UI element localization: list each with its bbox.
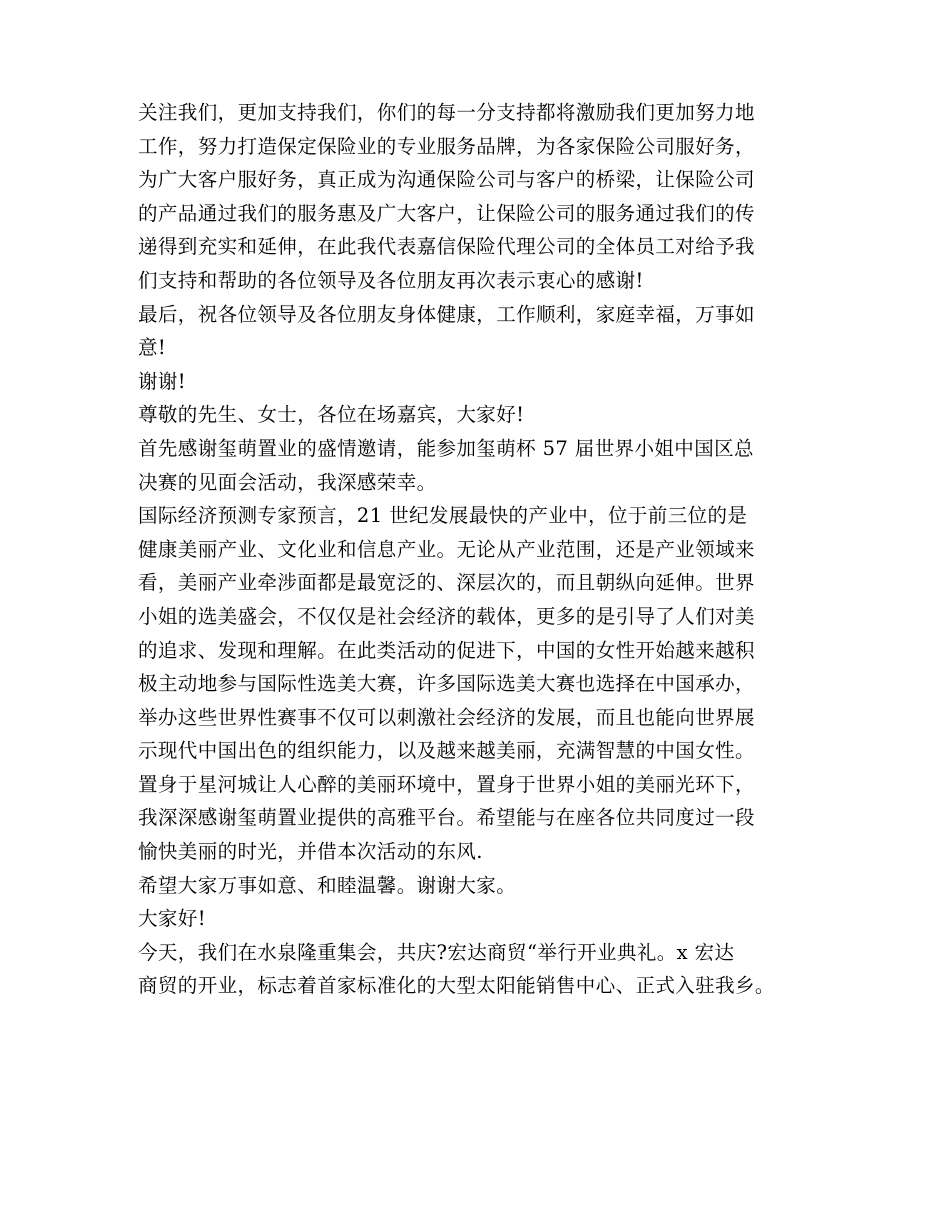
text-line: 置身于星河城让人心醉的美丽环境中，置身于世界小姐的美丽光环下， [138, 772, 755, 796]
text-line: 的产品通过我们的服务惠及广大客户，让保险公司的服务通过我们的传 [138, 201, 755, 225]
text-line: 的追求、发现和理解。在此类活动的促进下，中国的女性开始越来越积 [138, 638, 755, 662]
text-line: 示现代中国出色的组织能力，以及越来越美丽，充满智慧的中国女性。 [138, 739, 755, 763]
text-line: 健康美丽产业、文化业和信息产业。无论从产业范围，还是产业领域来 [138, 537, 755, 561]
text-line: 关注我们，更加支持我们，你们的每一分支持都将激励我们更加努力地 [138, 101, 755, 124]
text-line: 们支持和帮助的各位领导及各位朋友再次表示衷心的感谢! [138, 268, 644, 292]
text-line: 谢谢! [138, 369, 187, 393]
text-line: 首先感谢玺萌置业的盛情邀请，能参加玺萌杯 57 届世界小姐中国区总 [138, 436, 754, 460]
text-line: 递得到充实和延伸，在此我代表嘉信保险代理公司的全体员工对给予我 [138, 235, 755, 259]
text-line: 决赛的见面会活动，我深感荣幸。 [138, 470, 437, 494]
text-line: 极主动地参与国际性选美大赛，许多国际选美大赛也选择在中国承办， [138, 672, 755, 696]
text-line: 尊敬的先生、女士，各位在场嘉宾，大家好! [138, 403, 525, 427]
text-line: 愉快美丽的时光，并借本次活动的东风. [138, 840, 483, 864]
text-line: 商贸的开业，标志着首家标准化的大型太阳能销售中心、正式入驻我乡。 [138, 974, 775, 998]
text-line: 最后，祝各位领导及各位朋友身体健康，工作顺利，家庭幸福，万事如 [138, 302, 755, 326]
text-line: 举办这些世界性赛事不仅可以刺激社会经济的发展，而且也能向世界展 [138, 705, 755, 729]
text-line: 工作，努力打造保定保险业的专业服务品牌，为各家保险公司服好务， [138, 134, 755, 158]
text-line: 小姐的选美盛会，不仅仅是社会经济的载体，更多的是引导了人们对美 [138, 604, 755, 628]
text-line: 大家好! [138, 907, 206, 931]
text-line: 看，美丽产业牵涉面都是最宽泛的、深层次的，而且朝纵向延伸。世界 [138, 571, 755, 595]
text-line: 希望大家万事如意、和睦温馨。谢谢大家。 [138, 873, 517, 897]
text-line: 我深深感谢玺萌置业提供的高雅平台。希望能与在座各位共同度过一段 [138, 806, 755, 830]
text-line: 意! [138, 336, 167, 360]
text-line: 为广大客户服好务，真正成为沟通保险公司与客户的桥梁，让保险公司 [138, 168, 755, 192]
text-line: 今天，我们在水泉隆重集会，共庆?宏达商贸“举行开业典礼。x 宏达 [138, 940, 735, 964]
text-line: 国际经济预测专家预言，21 世纪发展最快的产业中，位于前三位的是 [138, 504, 748, 528]
document-body [138, 96, 838, 1003]
